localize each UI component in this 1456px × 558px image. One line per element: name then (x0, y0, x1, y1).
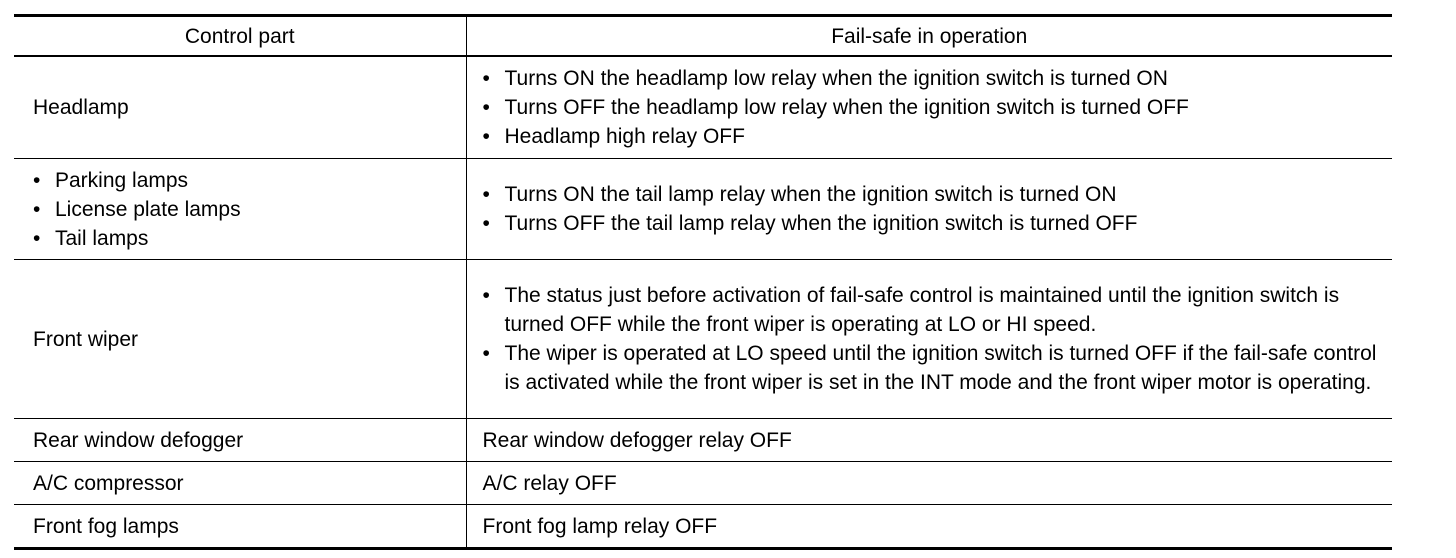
operation-cell (466, 56, 1392, 159)
fail-safe-table-container (14, 14, 1392, 550)
table-row (14, 56, 1392, 159)
table-row (14, 260, 1392, 419)
control-part-cell: Front fog lamps (14, 505, 466, 549)
operation-item: • The status just before activation of fail-safe control is maintained until the ignition switch is turned OFF while the front wiper is operating at LO or HI speed. (483, 281, 1393, 339)
operation-item: • Turns OFF the tail lamp relay when the ignition switch is turned OFF (483, 209, 1393, 238)
control-part-cell: Front wiper (14, 260, 466, 419)
operation-cell: Front fog lamp relay OFF (482, 514, 718, 538)
operation-list (483, 64, 1393, 151)
operation-item: • Turns ON the tail lamp relay when the ignition switch is turned ON (483, 180, 1393, 209)
table-header-row (14, 16, 1392, 57)
table-row (14, 419, 1392, 462)
control-part-cell: Rear window defogger (14, 419, 466, 462)
operation-list (483, 281, 1393, 397)
table-row (14, 159, 1392, 260)
operation-list (483, 180, 1393, 238)
operation-cell: A/C relay OFF (482, 471, 617, 495)
control-part-cell (14, 159, 466, 260)
operation-item: • The wiper is operated at LO speed until the ignition switch is turned OFF if the fail-safe control is activated while the front wiper is set in the INT mode and the front wiper motor is operating. (483, 339, 1393, 397)
control-part-item: • Parking lamps (33, 166, 466, 195)
operation-cell (466, 159, 1392, 260)
control-part-item: • License plate lamps (33, 195, 466, 224)
control-part-item: • Tail lamps (33, 224, 466, 253)
header-control-part: Control part (14, 16, 466, 57)
header-fail-safe-operation: Fail-safe in operation (831, 24, 1028, 48)
table-row (14, 462, 1392, 505)
table-row (14, 505, 1392, 549)
operation-item: • Turns ON the headlamp low relay when the ignition switch is turned ON (483, 64, 1393, 93)
operation-cell: Rear window defogger relay OFF (482, 428, 792, 452)
control-part-list (33, 166, 466, 253)
operation-item: • Turns OFF the headlamp low relay when the ignition switch is turned OFF (483, 93, 1393, 122)
operation-cell (466, 260, 1392, 419)
control-part-cell: A/C compressor (14, 462, 466, 505)
fail-safe-table (14, 14, 1392, 550)
operation-item: • Headlamp high relay OFF (483, 122, 1393, 151)
control-part-cell: Headlamp (14, 56, 466, 159)
